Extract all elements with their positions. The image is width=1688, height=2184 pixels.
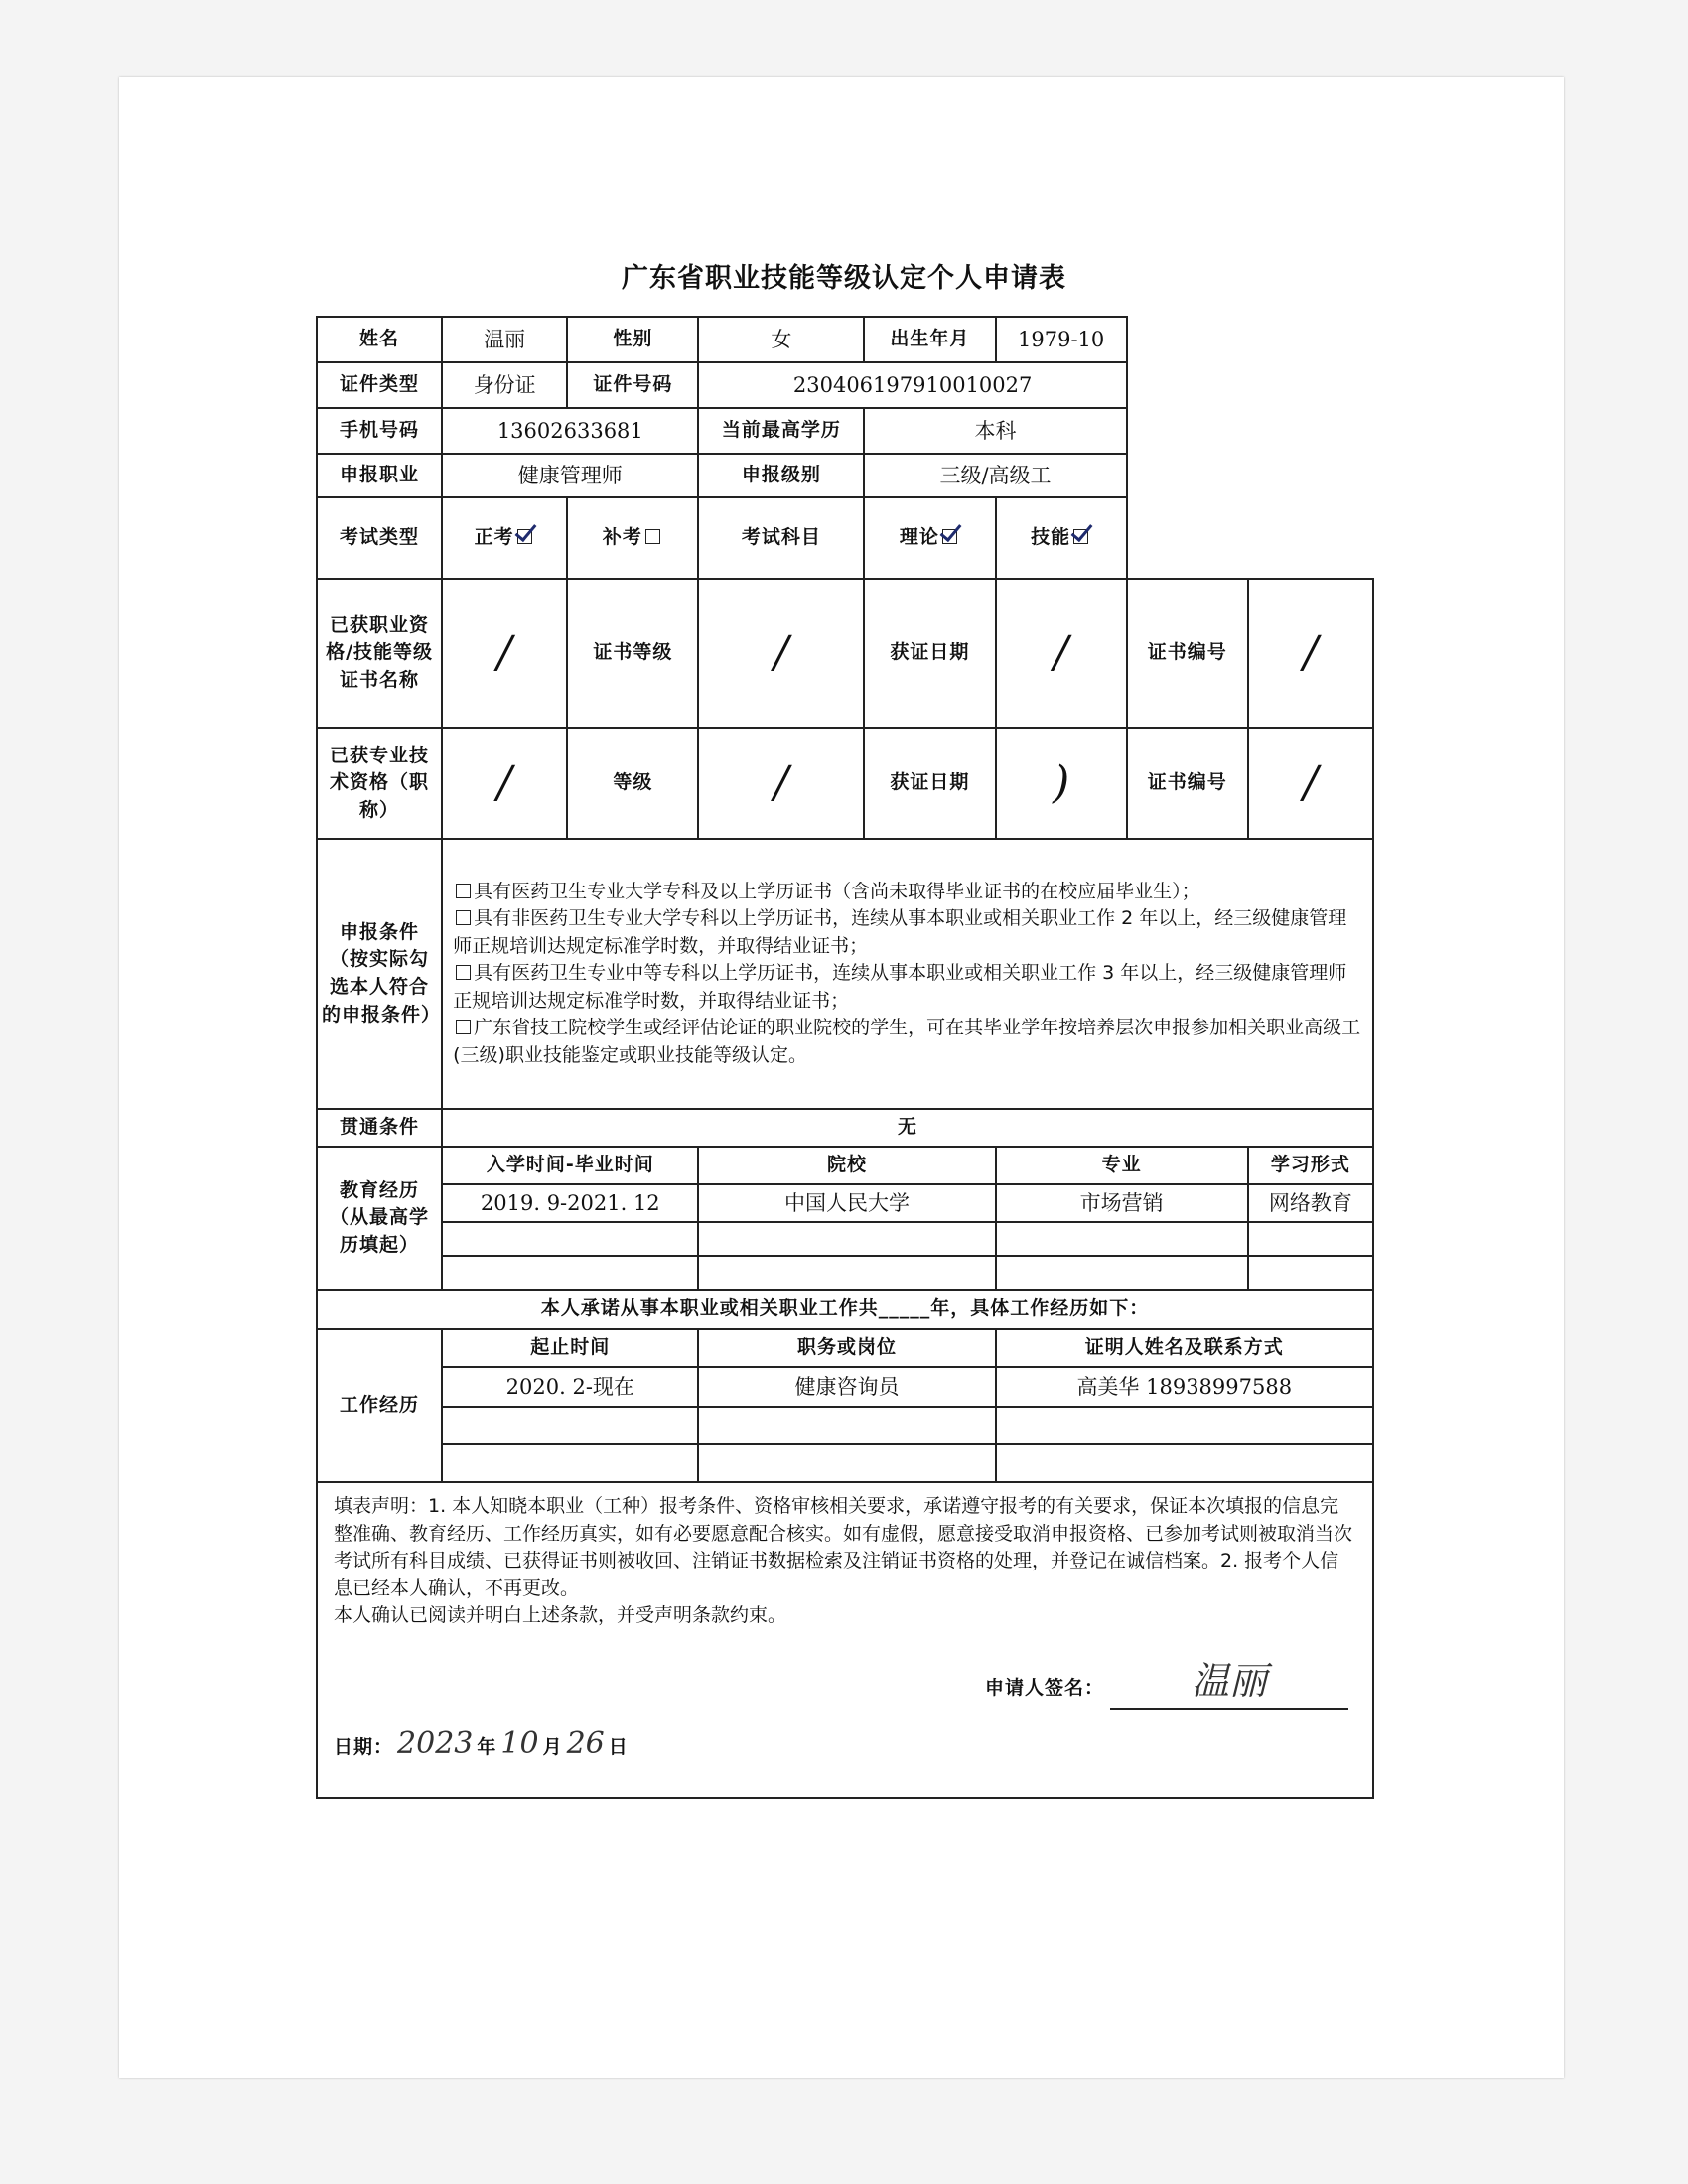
- education-level-value: 本科: [864, 408, 1126, 454]
- condition-checkbox[interactable]: [456, 884, 471, 898]
- qualification-date-value: /: [996, 579, 1127, 728]
- qualification-grade-label: 证书等级: [567, 579, 698, 728]
- work-cell: [442, 1407, 698, 1444]
- declaration-block: [317, 1482, 1373, 1798]
- date-day: 26: [566, 1725, 605, 1761]
- work-cell: 2020. 2-现在: [442, 1367, 698, 1407]
- work-row: [317, 1444, 1373, 1482]
- education-cell: [1248, 1222, 1373, 1256]
- name-value: 温丽: [442, 317, 567, 362]
- date-month: 10: [500, 1725, 539, 1761]
- work-label: 工作经历: [317, 1329, 442, 1482]
- education-header: 院校: [698, 1147, 995, 1184]
- education-cell: 网络教育: [1248, 1184, 1373, 1222]
- tech-no-label: 证书编号: [1127, 728, 1248, 839]
- signature-line: [334, 1654, 1356, 1710]
- occupation-value: 健康管理师: [442, 454, 698, 497]
- work-row: [317, 1367, 1373, 1407]
- phone-label: 手机号码: [317, 408, 442, 454]
- education-cell: 市场营销: [996, 1184, 1248, 1222]
- application-form: [316, 316, 1374, 1799]
- regular-exam-checkbox[interactable]: [517, 529, 532, 544]
- makeup-exam-label: 补考: [602, 526, 642, 549]
- id-type-value: 身份证: [442, 362, 567, 408]
- birth-value: 1979-10: [996, 317, 1127, 362]
- id-number-label: 证件号码: [567, 362, 698, 408]
- form-title: 广东省职业技能等级认定个人申请表: [622, 263, 1066, 294]
- exam-subject-label: 考试科目: [698, 497, 864, 579]
- education-level-label: 当前最高学历: [698, 408, 864, 454]
- work-promise: 本人承诺从事本职业或相关职业工作共_____年，具体工作经历如下：: [317, 1290, 1373, 1329]
- occupation-label: 申报职业: [317, 454, 442, 497]
- work-cell: [442, 1444, 698, 1482]
- qualification-date-label: 获证日期: [864, 579, 995, 728]
- education-cell: [442, 1256, 698, 1290]
- condition-item: 广东省技工院校学生或经评估论证的职业院校的学生，可在其毕业学年按培养层次申报参加相关职业高级工(三级)职业技能鉴定或职业技能等级认定。: [453, 1017, 1361, 1066]
- tech-title-value: /: [442, 728, 567, 839]
- work-cell: [996, 1407, 1373, 1444]
- education-cell: [1248, 1256, 1373, 1290]
- education-row: [317, 1222, 1373, 1256]
- skill-option: [996, 497, 1127, 579]
- tech-grade-label: 等级: [567, 728, 698, 839]
- education-cell: [698, 1256, 995, 1290]
- conditions-list: [442, 839, 1373, 1109]
- phone-value: 13602633681: [442, 408, 698, 454]
- education-cell: [996, 1222, 1248, 1256]
- date-line: [334, 1722, 1356, 1766]
- condition-item: 具有医药卫生专业大学专科及以上学历证书（含尚未取得毕业证书的在校应届毕业生）；: [453, 879, 1362, 906]
- condition-checkbox[interactable]: [456, 910, 471, 925]
- condition-item: 具有非医药卫生专业大学专科以上学历证书，连续从事本职业或相关职业工作 2 年以上，经三级健康管理师正规培训达规定标准学时数，并取得结业证书；: [453, 907, 1347, 957]
- month-unit: 月: [542, 1735, 563, 1758]
- education-cell: 2019. 9-2021. 12: [442, 1184, 698, 1222]
- work-cell: [698, 1407, 995, 1444]
- work-row: [317, 1407, 1373, 1444]
- work-header: 起止时间: [442, 1329, 698, 1367]
- education-cell: [996, 1256, 1248, 1290]
- makeup-exam-checkbox[interactable]: [645, 529, 660, 544]
- conditions-label: 申报条件（按实际勾选本人符合的申报条件）: [317, 839, 442, 1109]
- theory-checkbox[interactable]: [942, 529, 957, 544]
- education-row: [317, 1256, 1373, 1290]
- education-header: 专业: [996, 1147, 1248, 1184]
- education-cell: 中国人民大学: [698, 1184, 995, 1222]
- through-condition-label: 贯通条件: [317, 1109, 442, 1147]
- makeup-exam-option: [567, 497, 698, 579]
- work-cell: [698, 1444, 995, 1482]
- tech-no-value: /: [1248, 728, 1373, 839]
- education-cell: [442, 1222, 698, 1256]
- qualification-no-value: /: [1248, 579, 1373, 728]
- work-cell: 健康咨询员: [698, 1367, 995, 1407]
- regular-exam-label: 正考: [474, 526, 514, 549]
- applicant-signature: 温丽: [1191, 1658, 1267, 1703]
- through-condition-value: 无: [442, 1109, 1373, 1147]
- declaration-text: 填表声明：1. 本人知晓本职业（工种）报考条件、资格审核相关要求，承诺遵守报考的有关要求，保证本次填报的信息完整准确、教育经历、工作经历真实，如有必要愿意配合核实。如有虚假，愿意接受取消申报资格、已参加考试则被取消当次考试所有科目成绩、已获得证书则被收回、注销证书数据检索及注销证书资格的处理，并登记在诚信档案。2. 报考个人信息已经本人确认，不再更改。: [334, 1495, 1353, 1599]
- tech-date-value: ): [996, 728, 1127, 839]
- name-label: 姓名: [317, 317, 442, 362]
- gender-label: 性别: [567, 317, 698, 362]
- qualification-value: /: [442, 579, 567, 728]
- qualification-label: 已获职业资格/技能等级证书名称: [317, 579, 442, 728]
- signature-label: 申请人签名：: [984, 1676, 1104, 1699]
- tech-grade-value: /: [698, 728, 864, 839]
- exam-type-label: 考试类型: [317, 497, 442, 579]
- theory-option: [864, 497, 995, 579]
- education-header: 学习形式: [1248, 1147, 1373, 1184]
- day-unit: 日: [608, 1735, 629, 1758]
- skill-checkbox[interactable]: [1073, 529, 1088, 544]
- condition-checkbox[interactable]: [456, 965, 471, 980]
- skill-label: 技能: [1031, 526, 1071, 549]
- work-header: 证明人姓名及联系方式: [996, 1329, 1373, 1367]
- tech-title-label: 已获专业技术资格（职称）: [317, 728, 442, 839]
- work-cell: [996, 1444, 1373, 1482]
- birth-label: 出生年月: [864, 317, 995, 362]
- photo-area: [1127, 317, 1373, 579]
- education-header: 入学时间-毕业时间: [442, 1147, 698, 1184]
- education-cell: [698, 1222, 995, 1256]
- date-year: 2023: [397, 1725, 474, 1761]
- id-number-value: 230406197910010027: [698, 362, 1126, 408]
- date-label: 日期：: [334, 1735, 394, 1758]
- year-unit: 年: [477, 1735, 497, 1758]
- regular-exam-option: [442, 497, 567, 579]
- apply-level-value: 三级/高级工: [864, 454, 1126, 497]
- qualification-no-label: 证书编号: [1127, 579, 1248, 728]
- gender-value: 女: [698, 317, 864, 362]
- declaration-confirm: 本人确认已阅读并明白上述条款，并受声明条款约束。: [334, 1604, 787, 1627]
- condition-item: 具有医药卫生专业中等专科以上学历证书，连续从事本职业或相关职业工作 3 年以上，经三级健康管理师正规培训达规定标准学时数，并取得结业证书；: [453, 962, 1347, 1012]
- work-header: 职务或岗位: [698, 1329, 995, 1367]
- tech-date-label: 获证日期: [864, 728, 995, 839]
- work-cell: 高美华 18938997588: [996, 1367, 1373, 1407]
- id-type-label: 证件类型: [317, 362, 442, 408]
- theory-label: 理论: [899, 526, 939, 549]
- education-label: 教育经历（从最高学历填起）: [317, 1147, 442, 1290]
- qualification-grade-value: /: [698, 579, 864, 728]
- education-row: [317, 1184, 1373, 1222]
- apply-level-label: 申报级别: [698, 454, 864, 497]
- condition-checkbox[interactable]: [456, 1020, 471, 1034]
